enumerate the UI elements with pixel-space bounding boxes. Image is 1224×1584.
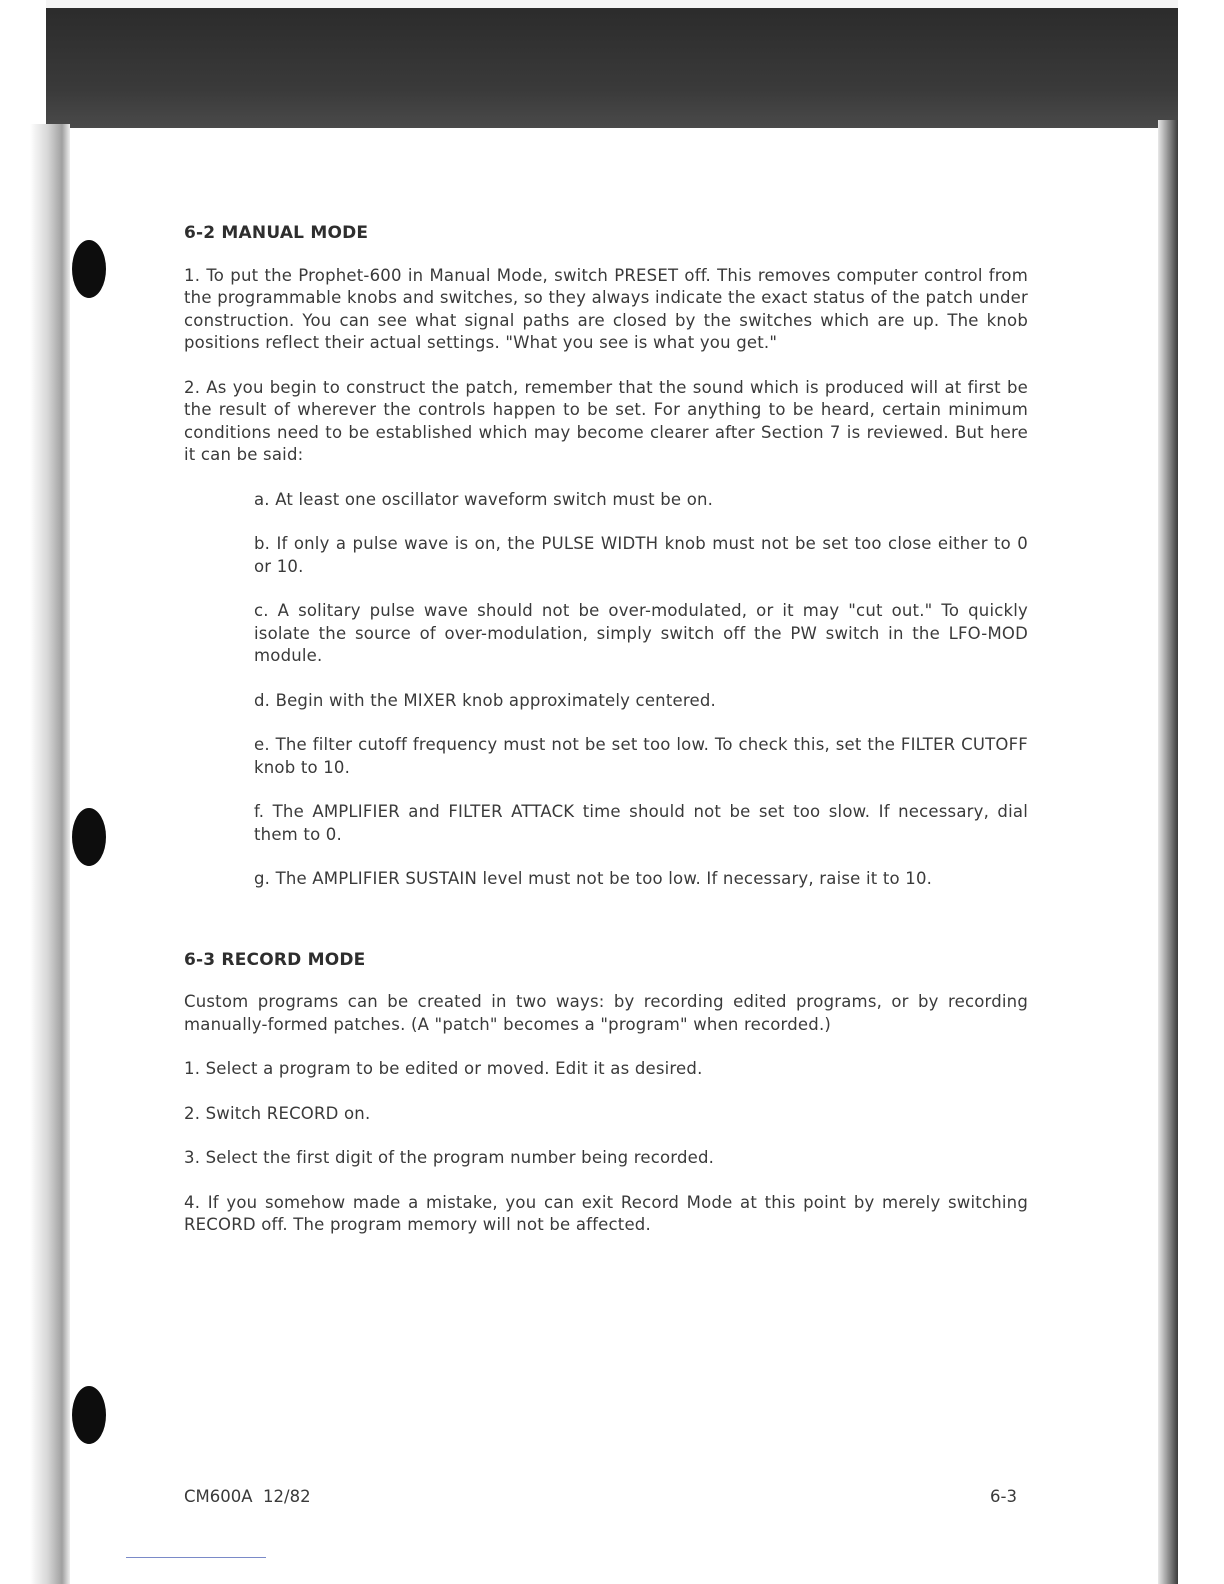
punch-hole-bottom <box>72 1386 106 1444</box>
section-heading-manual-mode: 6-2 MANUAL MODE <box>184 223 369 243</box>
footer-doc-code: CM600A 12/82 <box>184 1487 311 1506</box>
footer-page-number: 6-3 <box>990 1487 1017 1506</box>
paragraph: 3. Select the first digit of the program number being recorded. <box>184 1148 715 1167</box>
section-heading-record-mode: 6-3 RECORD MODE <box>184 949 366 970</box>
list-item: c. A solitary pulse wave should not be over-modulated, or it may "cut out." To quickly isolate the source of over-modulation, simply switch off the PW switch in the LFO-MOD module. <box>254 601 1028 665</box>
list-item: d. Begin with the MIXER knob approximately centered. <box>254 690 716 710</box>
list-item: a. At least one oscillator waveform switch must be on. <box>254 489 714 509</box>
section-spacer <box>184 913 1028 949</box>
paragraph: Custom programs can be created in two ways: by recording edited programs, or by recording manually-formed patches. (A "patch" becomes a "program" when recorded.) <box>184 992 1028 1034</box>
paragraph: 1. Select a program to be edited or moved. Edit it as desired. <box>184 1059 703 1078</box>
scan-top-shadow <box>46 0 1178 128</box>
list-item: e. The filter cutoff frequency must not be set too low. To check this, set the FILTER CUTOFF knob to 10. <box>254 735 1028 777</box>
paragraph: 4. If you somehow made a mistake, you can exit Record Mode at this point by merely switching RECORD off. The program memory will not be affected. <box>184 1192 1028 1234</box>
list-item: f. The AMPLIFIER and FILTER ATTACK time should not be set too slow. If necessary, dial them to 0. <box>254 802 1028 844</box>
paragraph: 2. Switch RECORD on. <box>184 1103 371 1123</box>
punch-hole-top <box>72 240 106 298</box>
scan-top-edge <box>46 0 1178 8</box>
list-item: g. The AMPLIFIER SUSTAIN level must not be too low. If necessary, raise it to 10. <box>254 869 933 888</box>
bottom-underline <box>126 1557 266 1558</box>
page-content <box>184 222 1028 1259</box>
scan-right-shadow <box>1158 120 1178 1584</box>
list-item: b. If only a pulse wave is on, the PULSE WIDTH knob must not be set too close either to 0 or 10. <box>254 534 1028 576</box>
punch-hole-middle <box>72 808 106 866</box>
scan-left-shadow <box>30 124 70 1584</box>
paragraph: 1. To put the Prophet-600 in Manual Mode, switch PRESET off. This removes computer control from the programmable knobs and switches, so they always indicate the exact status of the patch under construction. You can see what signal paths are closed by the switches which are up. The knob positions reflect their actual settings. "What you see is what you get." <box>184 265 1028 352</box>
paragraph: 2. As you begin to construct the patch, remember that the sound which is produced will at first be the result of wherever the controls happen to be set. For anything to be heard, certain minimum conditions need to be established which may become clearer after Section 7 is reviewed. But here it can be said: <box>184 377 1028 464</box>
